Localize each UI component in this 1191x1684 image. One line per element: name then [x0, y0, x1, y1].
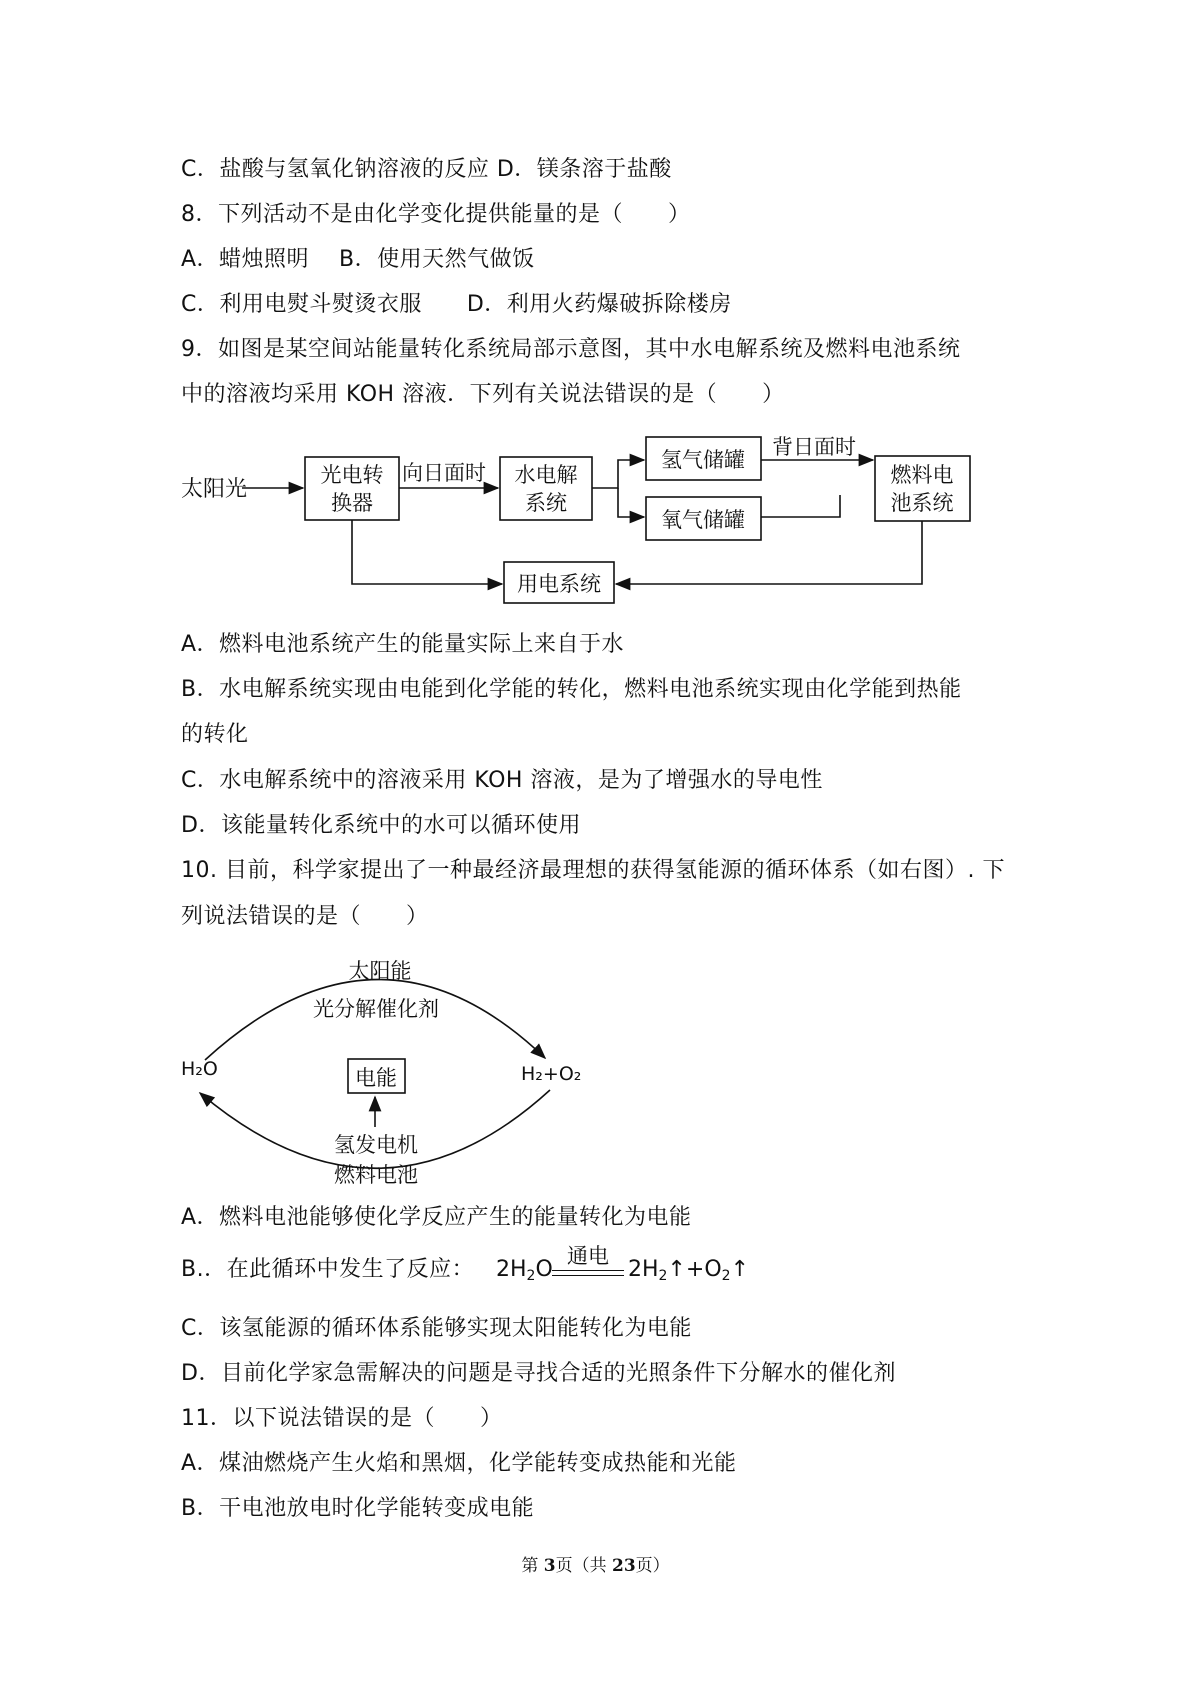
- question-11: 11．以下说法错误的是（ ）: [181, 1406, 503, 1431]
- fuel-cell-label-1: 燃料电: [890, 463, 954, 487]
- question-10-line1: 10. 目前，科学家提出了一种最经济最理想的获得氢能源的循环体系（如右图）. 下: [181, 858, 1005, 883]
- sunlight-label: 太阳光: [181, 477, 248, 502]
- o2-tank-label: 氧气储罐: [661, 508, 745, 532]
- electrolysis-label-2: 系统: [525, 491, 567, 515]
- option-7c-7d: C．盐酸与氢氧化钠溶液的反应 D．镁条溶于盐酸: [181, 157, 672, 182]
- electrolysis-box: [500, 457, 592, 520]
- option-9d: D．该能量转化系统中的水可以循环使用: [181, 813, 581, 838]
- converter-box: [305, 457, 399, 520]
- daylight-label: 向日面时: [402, 461, 486, 485]
- question-8: 8．下列活动不是由化学变化提供能量的是（ ）: [181, 202, 691, 227]
- fuel-cell-label-2: 池系统: [890, 491, 954, 515]
- water-label: H₂O: [181, 1058, 218, 1080]
- reaction-condition: 通电: [567, 1244, 609, 1268]
- option-10d: D．目前化学家急需解决的问题是寻找合适的光照条件下分解水的催化剂: [181, 1361, 896, 1386]
- catalyst-label: 光分解催化剂: [313, 997, 439, 1021]
- reaction-equation: $2H_2O$: [496, 1257, 553, 1284]
- electric-label: 电能: [355, 1066, 397, 1090]
- option-8a-8b: A．蜡烛照明 B．使用天然气做饭: [181, 247, 535, 272]
- question-9-line2: 中的溶液均采用 KOH 溶液．下列有关说法错误的是（ ）: [181, 382, 785, 407]
- converter-label-2: 换器: [331, 491, 373, 515]
- products-label: H₂+O₂: [521, 1063, 582, 1085]
- question-9-line1: 9．如图是某空间站能量转化系统局部示意图，其中水电解系统及燃料电池系统: [181, 337, 961, 362]
- o2-tank-box: [646, 497, 761, 540]
- fuel-cell-box: [875, 456, 970, 521]
- power-system-label: 用电系统: [517, 572, 601, 596]
- equals-line-bottom: [552, 1275, 624, 1276]
- lower-arc: [200, 1090, 550, 1168]
- h2-tank-box: [646, 437, 761, 480]
- question-10-line2: 列说法错误的是（ ）: [181, 904, 429, 929]
- option-10b: B.．在此循环中发生了反应：: [181, 1257, 475, 1282]
- page-footer: 第 3页（共 23页）: [521, 1556, 670, 1576]
- generator-label: 氢发电机: [334, 1133, 418, 1157]
- option-9c: C．水电解系统中的溶液采用 KOH 溶液，是为了增强水的导电性: [181, 768, 823, 793]
- option-11b: B．干电池放电时化学能转变成电能: [181, 1496, 535, 1521]
- upper-arc: [205, 979, 545, 1060]
- night-label: 背日面时: [772, 435, 856, 459]
- option-9b-line1: B．水电解系统实现由电能到化学能的转化，燃料电池系统实现由化学能到热能: [181, 677, 962, 702]
- electrolysis-label-1: 水电解: [514, 463, 578, 487]
- h2-tank-label: 氢气储罐: [661, 448, 745, 472]
- converter-label-1: 光电转: [320, 463, 384, 487]
- fuel-cell-label: 燃料电池: [334, 1163, 418, 1187]
- power-system-box: [504, 562, 614, 603]
- option-8c-8d: C．利用电熨斗熨烫衣服 D．利用火药爆破拆除楼房: [181, 292, 732, 317]
- solar-label: 太阳能: [348, 959, 412, 983]
- option-9a: A．燃料电池系统产生的能量实际上来自于水: [181, 632, 625, 657]
- reaction-products: $2H_2↑+O_2↑$: [628, 1257, 750, 1284]
- equals-line-top: [552, 1270, 624, 1271]
- option-11a: A．煤油燃烧产生火焰和黑烟，化学能转变成热能和光能: [181, 1451, 737, 1476]
- option-10a: A．燃料电池能够使化学反应产生的能量转化为电能: [181, 1205, 692, 1230]
- electric-box: [348, 1059, 405, 1093]
- option-10c: C．该氢能源的循环体系能够实现太阳能转化为电能: [181, 1316, 692, 1341]
- option-9b-line2: 的转化: [181, 722, 249, 747]
